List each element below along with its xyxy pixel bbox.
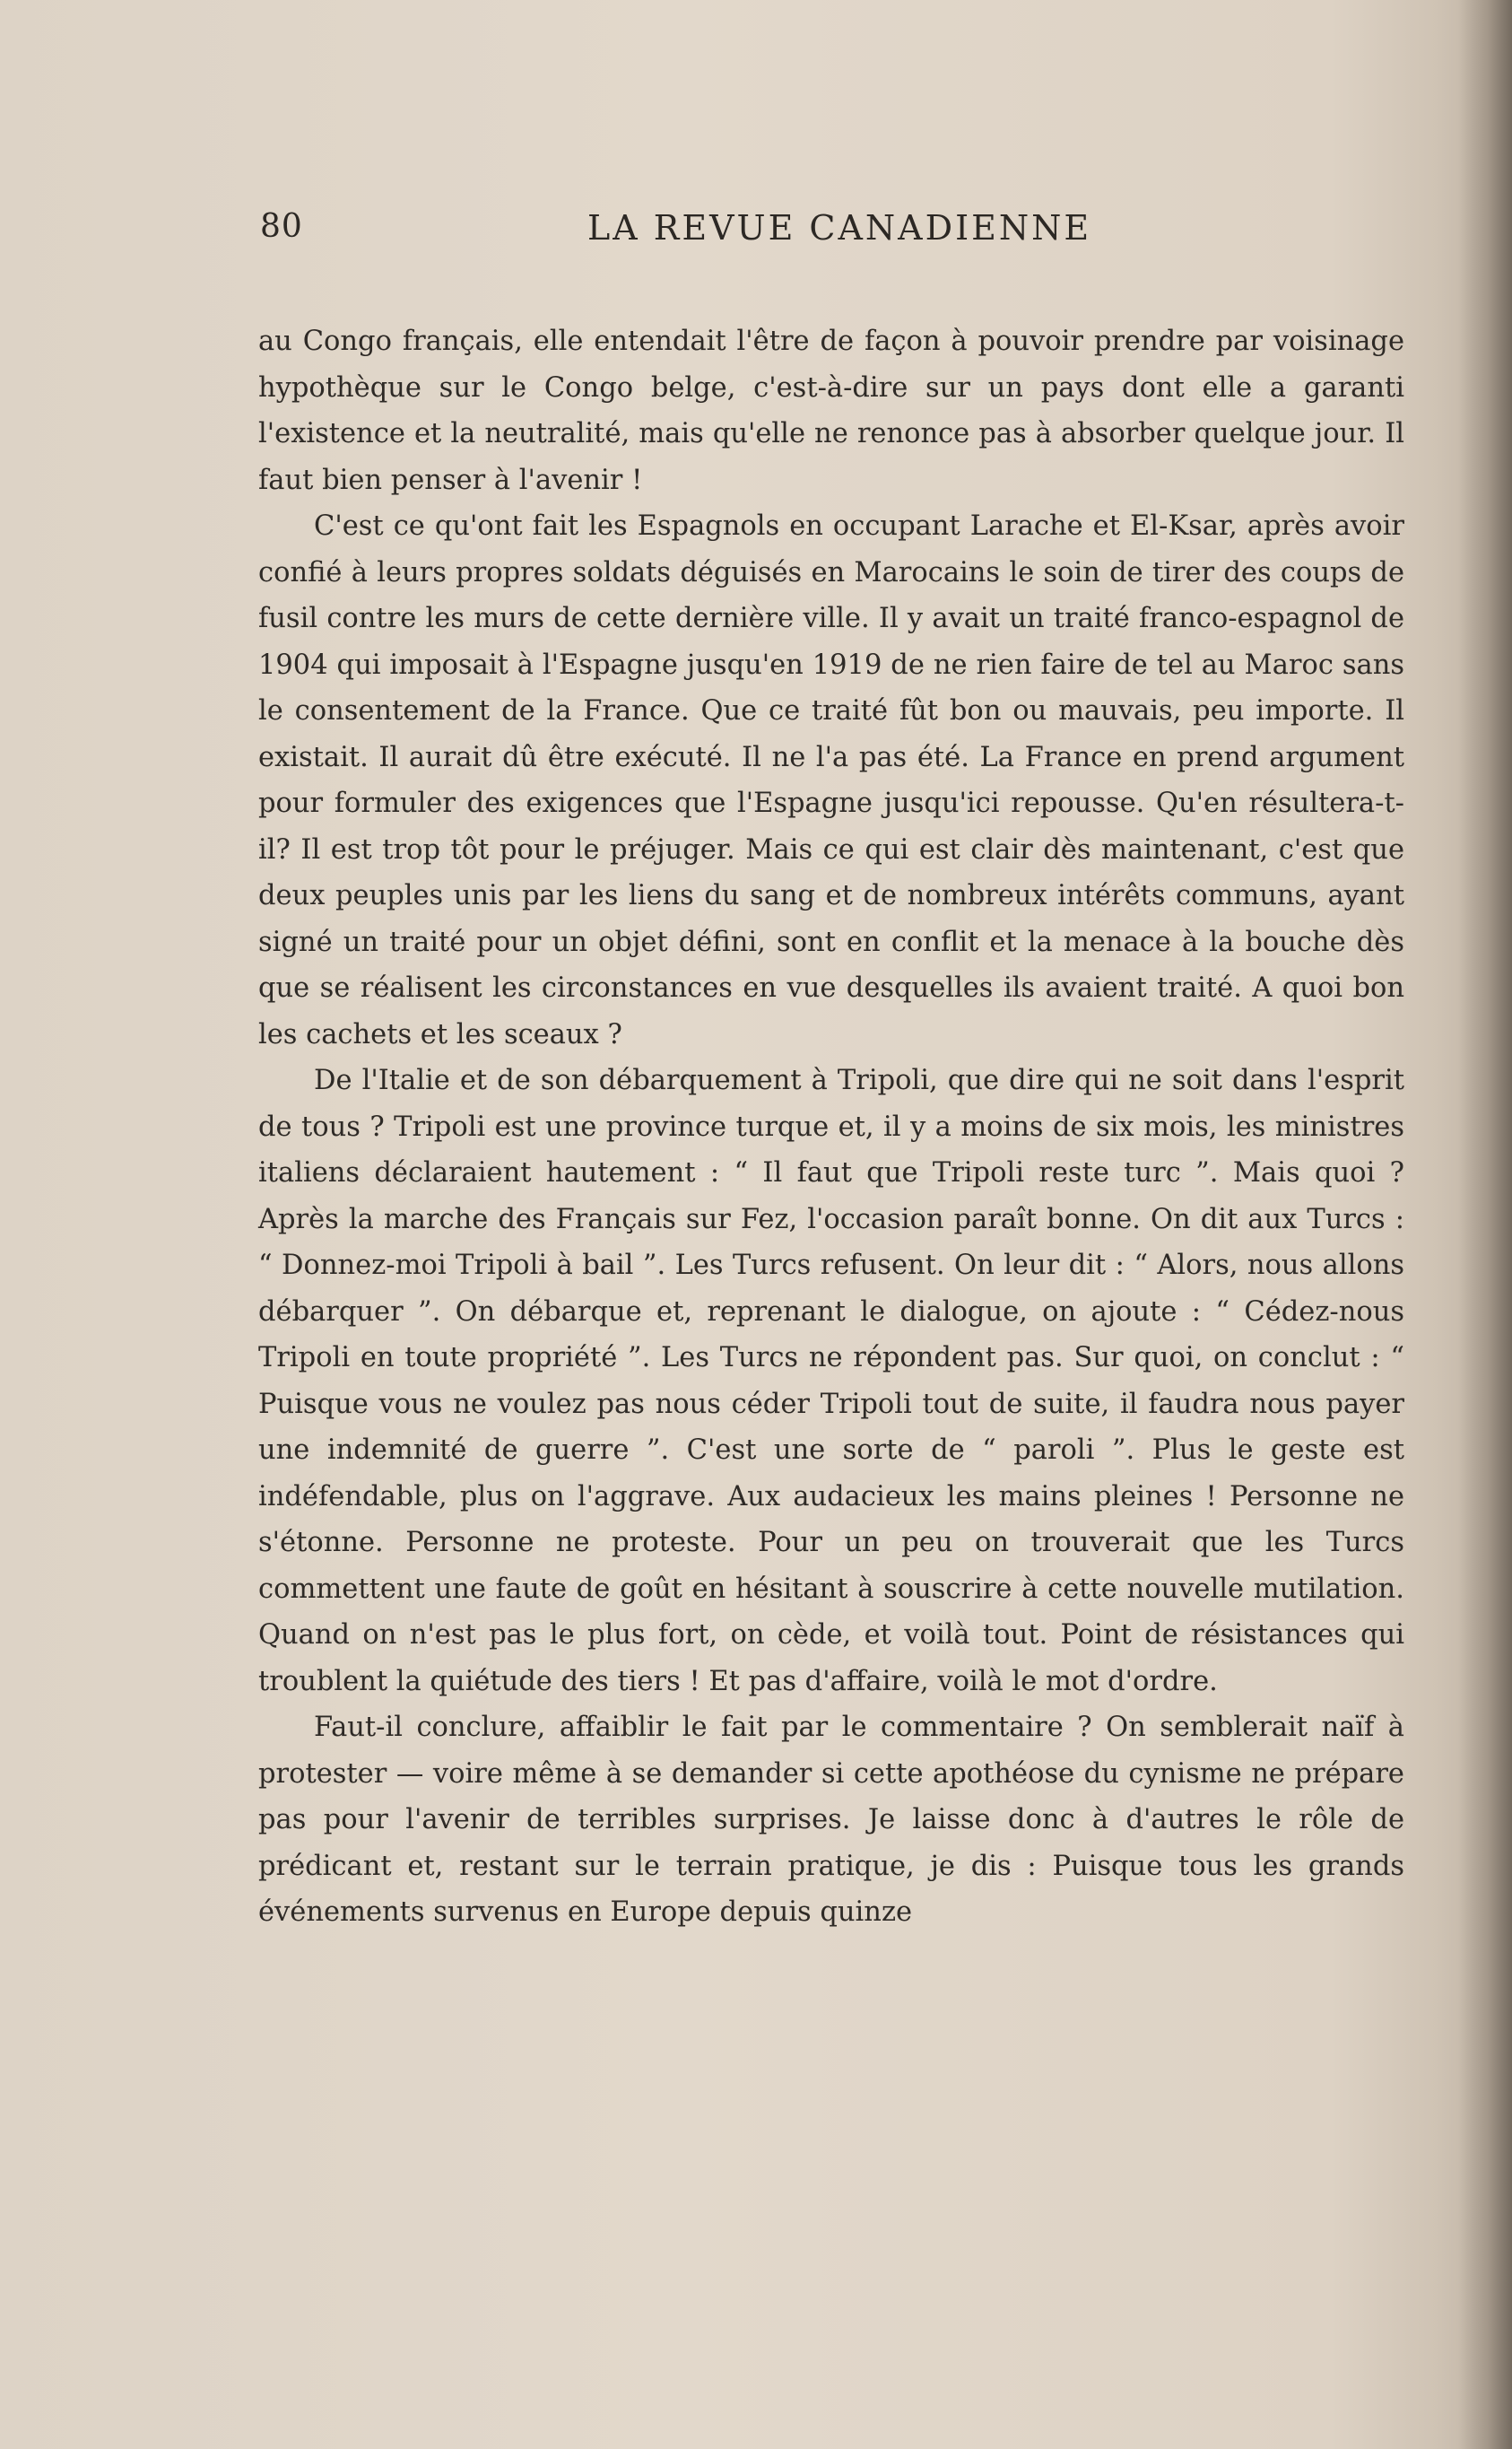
binding-edge-shadow [1458, 0, 1512, 2449]
paragraph-1: au Congo français, elle entendait l'être de façon à pouvoir prendre par voisinage hypothèque sur le Congo belge, c'est-à-dire sur un pays dont elle a garanti l'existence et la neutralité, mais qu'elle ne renonce pas à absorber quelque jour. Il faut bien penser à l'avenir ! [258, 326, 1404, 496]
running-head [260, 208, 1094, 262]
paragraph-3: De l'Italie et de son débarquement à Tripoli, que dire qui ne soit dans l'esprit de tous ? Tripoli est une province turque et, il y a moins de six mois, les ministres italiens déclaraient hautement : “ Il faut que Tripoli reste turc ”. Mais quoi ? Après la marche des Français sur Fez, l'occasion paraît bonne. On dit aux Turcs : “ Donnez-moi Tripoli à bail ”. Les Turcs refusent. On leur dit : “ Alors, nous allons débarquer ”. On débarque et, reprenant le dialogue, on ajoute : “ Cédez-nous Tripoli en toute propriété ”. Les Turcs ne répondent pas. Sur quoi, on conclut : “ Puisque vous ne voulez pas nous céder Tripoli tout de suite, il faudra nous payer une indemnité de guerre ”. C'est une sorte de “ paroli ”. Plus le geste est indéfendable, plus on l'aggrave. Aux audacieux les mains pleines ! Personne ne s'étonne. Personne ne proteste. Pour un peu on trouverait que les Turcs commettent une faute de goût en hésitant à souscrire à cette nouvelle mutilation. Quand on n'est pas le plus fort, on cède, et voilà tout. Point de résistances qui troublent la quiétude des tiers ! Et pas d'affaire, voilà le mot d'ordre. [258, 1065, 1404, 1697]
journal-title: LA REVUE CANADIENNE [587, 208, 1092, 248]
article-body [258, 318, 1404, 1936]
paragraph-4: Faut-il conclure, affaiblir le fait par le commentaire ? On semblerait naïf à protester — voire même à se demander si cette apothéose du cynisme ne prépare pas pour l'avenir de terribles surprises. Je laisse donc à d'autres le rôle de prédicant et, restant sur le terrain pratique, je dis : Puisque tous les grands événements survenus en Europe depuis quinze [258, 1712, 1404, 1928]
page-number: 80 [260, 208, 303, 245]
paragraph-2: C'est ce qu'ont fait les Espagnols en occupant Larache et El-Ksar, après avoir confié à leurs propres soldats déguisés en Marocains le soin de tirer des coups de fusil contre les murs de cette dernière ville. Il y avait un traité franco-espagnol de 1904 qui imposait à l'Espagne jusqu'en 1919 de ne rien faire de tel au Maroc sans le consentement de la France. Que ce traité fût bon ou mauvais, peu importe. Il existait. Il aurait dû être exécuté. Il ne l'a pas été. La France en prend argument pour formuler des exigences que l'Espagne jusqu'ici repousse. Qu'en résultera-t-il? Il est trop tôt pour le préjuger. Mais ce qui est clair dès maintenant, c'est que deux peuples unis par les liens du sang et de nombreux intérêts communs, ayant signé un traité pour un objet défini, sont en conflit et la menace à la bouche dès que se réalisent les circonstances en vue desquelles ils avaient traité. A quoi bon les cachets et les sceaux ? [258, 510, 1404, 1050]
